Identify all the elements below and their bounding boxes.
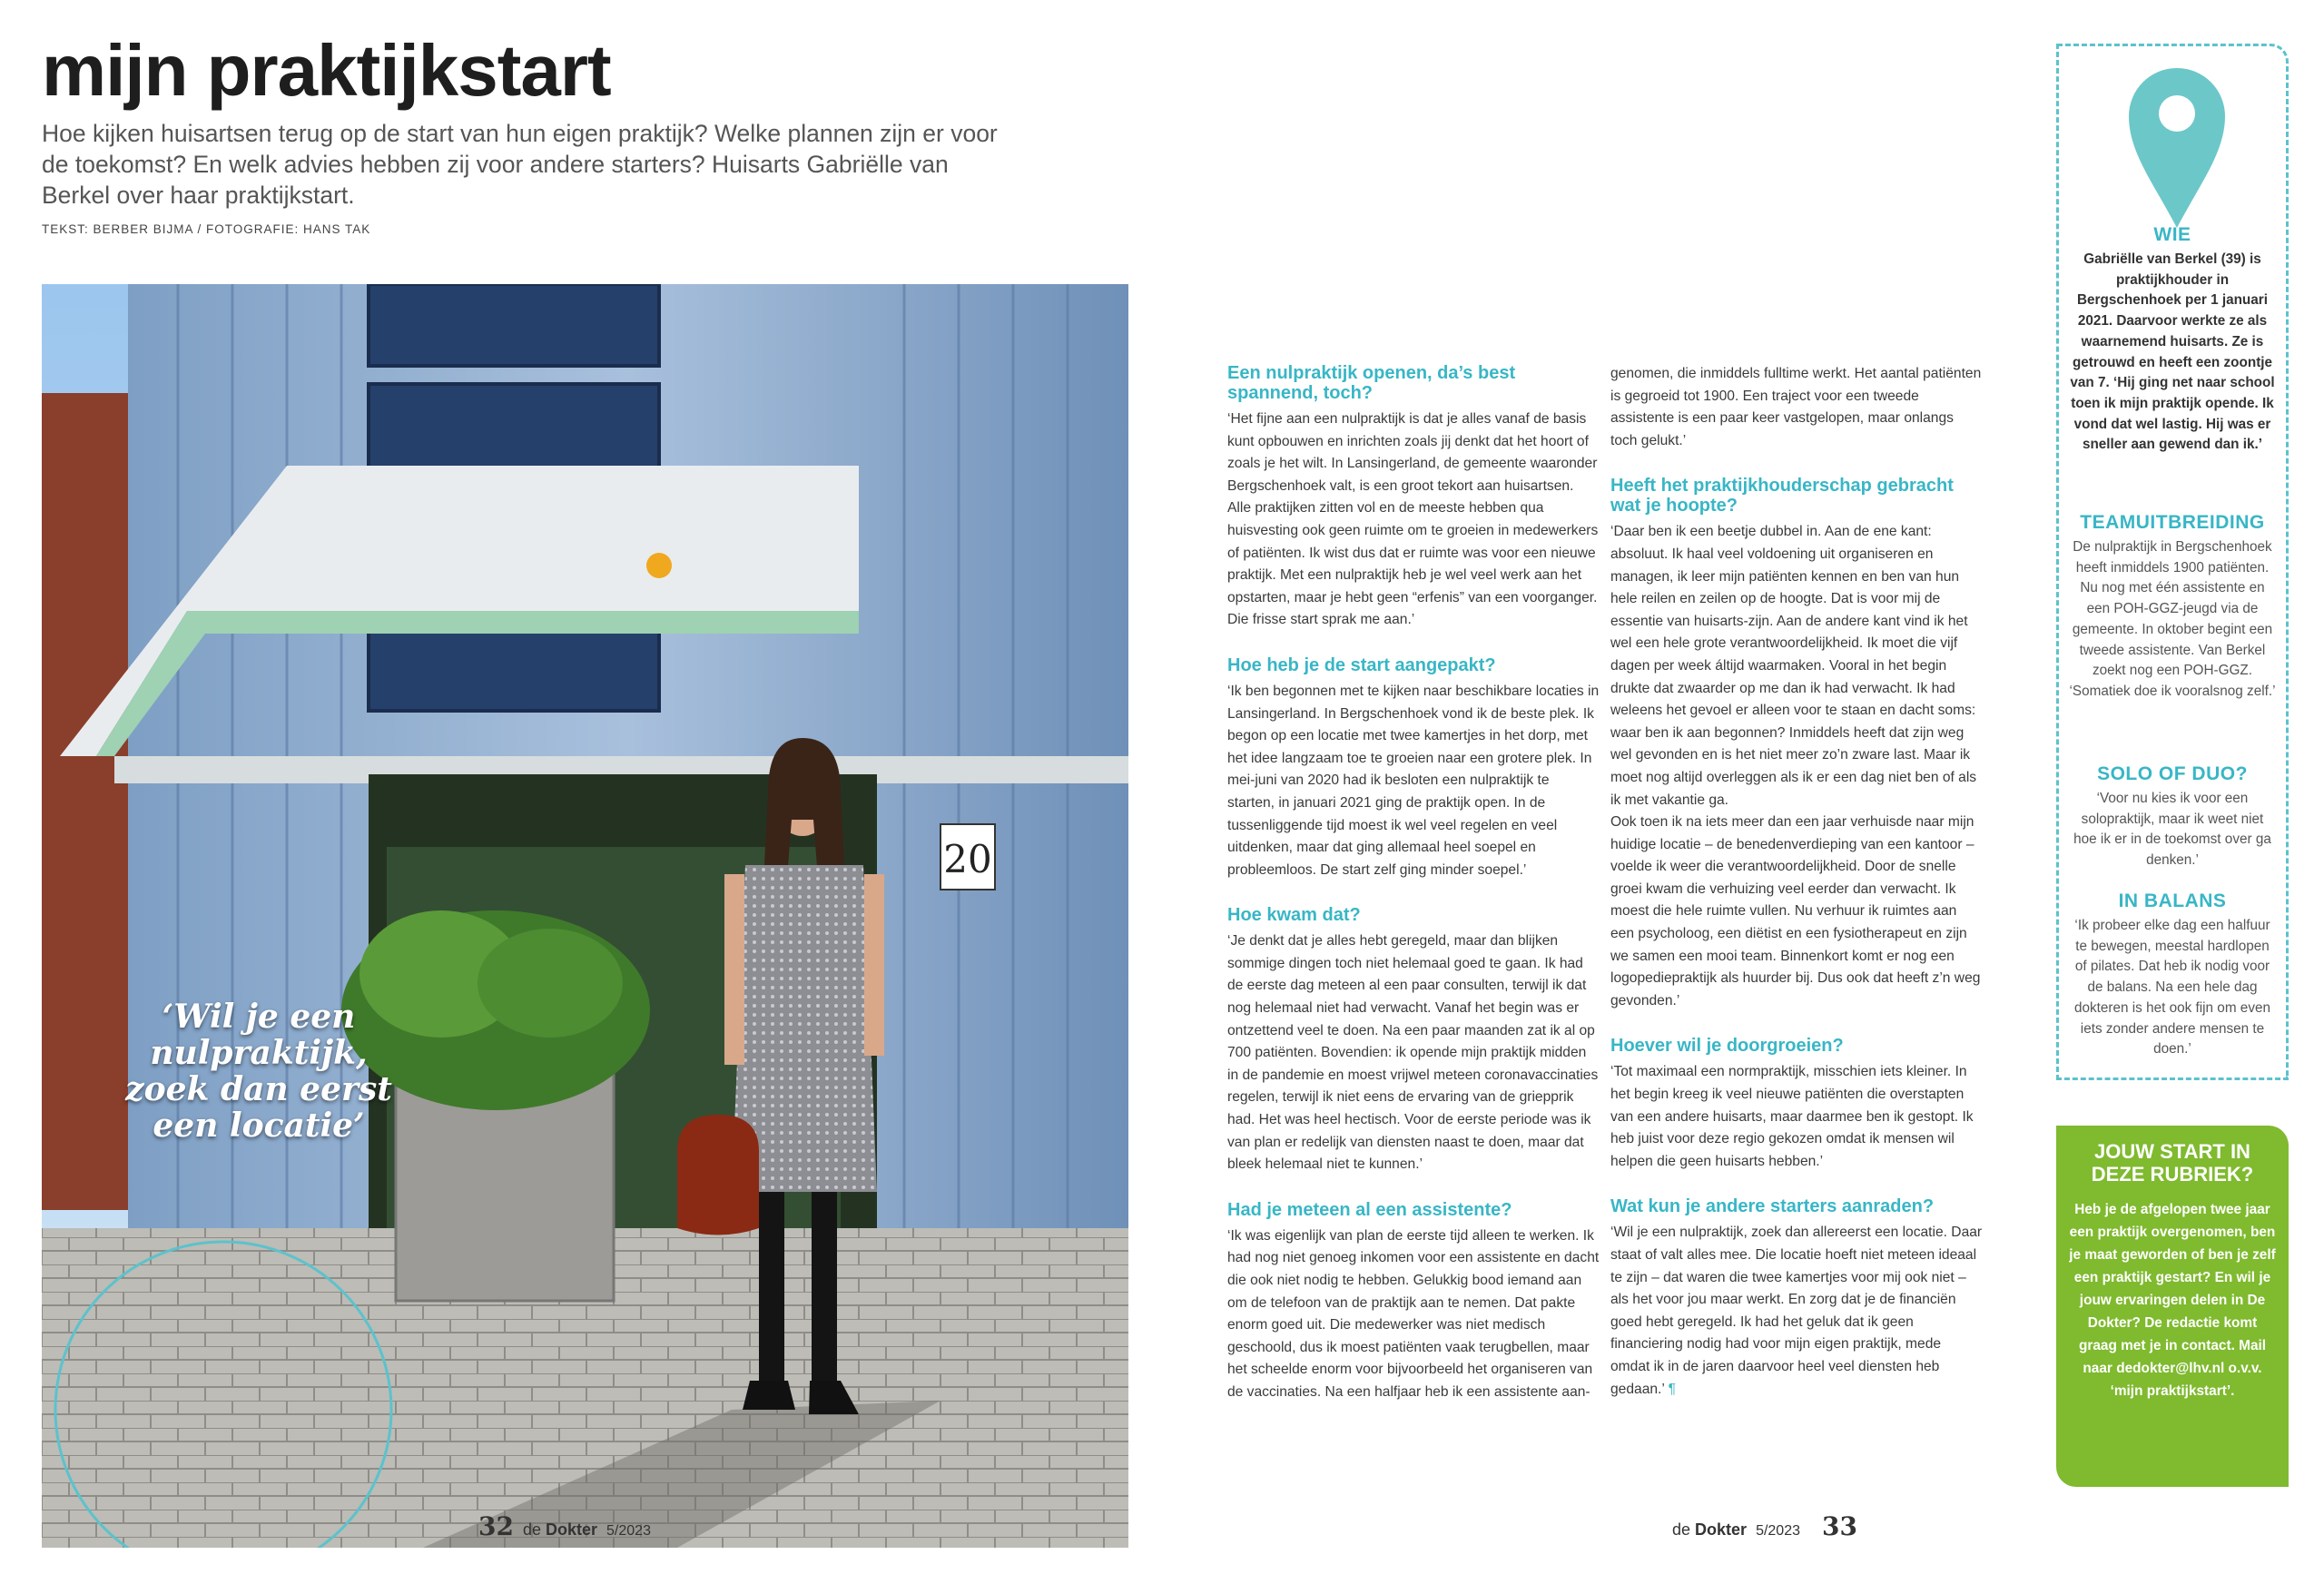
sidebar-heading: SOLO OF DUO? (2097, 763, 2248, 784)
question-heading: Had je meteen al een assistente? (1227, 1199, 1512, 1220)
page-number-left: 32 (478, 1511, 514, 1541)
sidebar-heading: TEAMUITBREIDING (2080, 512, 2265, 533)
sidebar-text: ‘Ik probeer elke dag een halfuur te bewegen, meestal hardlopen of pilates. Dat heb ik nodig voor de balans. Na een hele dag dokteren is het ook fijn om even iets zonder andere mensen te doen.’ (2074, 918, 2270, 1058)
sidebar-section-team (2068, 512, 2277, 703)
question-heading: Hoever wil je doorgroeien? (1610, 1036, 1844, 1057)
answer-paragraph: ‘Je denkt dat je alles hebt geregeld, maar dan blijken sommige dingen toch niet helemaal goed te gaan. Ik had de eerste dag meteen al een paar consulten, terwijl ik dat nog helemaal niet had verwacht. Vanaf het begin was er ontzettend veel te doen. Na een paar maanden zat ik al op 700 patiënten. Bovendien: ik opende mijn praktijk midden in de pandemie en moest vrijwel meteen coronavaccinaties regelen, terwijl ik niet eens de ervaring van de griepprik had. Het was heel hectisch. Voor de eerste periode was ik van plan er redelijk van diensten naast te doen, maar dat bleek helemaal niet te kunnen.’ (1227, 933, 1599, 1173)
intro-text: Hoe kijken huisartsen terug op de start van hun eigen praktijk? Welke plannen zijn er voor de toekomst? En welk advies hebben zij voor andere starters? Huisarts Gabriëlle van Berkel over haar praktijkstart. (42, 120, 998, 209)
answer-paragraph: Ook toen ik na iets meer dan een jaar verhuisde naar mijn huidige locatie – de benedenverdieping van een kantoor – voelde ik weer die verantwoordelijkheid. Door de snelle groei kwam die verhuizing veel eerder dan verwacht. Ik moest die hele ruimte vullen. Nu verhuur ik ruimtes aan een psycholoog, een diëtist en een fysiotherapeut en zijn we samen een mooi team. Binnenkort komt er nog een logopediepraktijk als huurder bij. Dus ook dat heeft z’n weg gevonden.’ (1610, 814, 1981, 1008)
sidebar-section-balans (2068, 890, 2277, 1060)
sidebar-section-wie (2068, 224, 2277, 456)
article-column-2 (1610, 363, 1983, 1424)
sidebar-section-solo (2068, 763, 2277, 871)
cta-text: Heb je de afgelopen twee jaar een praktijk overgenomen, ben je maat geworden of ben je zelf een praktijk gestart? En wil je jouw ervaringen delen in De Dokter? De redactie komt graag met je in contact. Mail naar dedokter@lhv.nl o.v.v. ‘mijn praktijkstart’. (2069, 1202, 2276, 1399)
answer-paragraph: genomen, die inmiddels fulltime werkt. Het aantal patiënten is gegroeid tot 1900. Een traject voor een tweede assistente is een paar keer vastgelopen, maar onlangs toch gelukt.’ (1610, 366, 1982, 448)
question-heading: Hoe heb je de start aangepakt? (1227, 654, 1496, 675)
answer-paragraph: ‘Ik ben begonnen met te kijken naar beschikbare locaties in Lansingerland. In Bergschenhoek vond ik de beste plek. Ik begon op een locatie met twee kamertjes in het dorp, met het idee langzaam toe te groeien naar een grotere plek. In mei-juni van 2020 had ik besloten een nulpraktijk te starten, in januari 2021 ging de praktijk open. In de tussenliggende tijd moest ik wel veel regelen en veel uitdenken, maar dat ging allemaal heel soepel en probleemloos. De start zelf ging minder soepel.’ (1227, 683, 1600, 878)
answer-paragraph: ‘Ik was eigenlijk van plan de eerste tijd alleen te werken. Ik had nog niet genoeg inkomen voor een assistente en dacht die ook niet nodig te hebben. Gelukkig bood iemand aan om de telefoon van de praktijk aan te nemen. Dat pakte enorm goed uit. Die medewerker was niet medisch geschoold, dus ik moest patiënten vaak terugbellen, maar het scheelde enorm voor bijvoorbeeld het organiseren van de vaccinaties. Na een halfjaar heb ik een assistente aan- (1227, 1227, 1600, 1400)
mag-prefix: de (522, 1520, 541, 1539)
mag-prefix: de (1672, 1520, 1691, 1539)
footer-left (478, 1511, 651, 1541)
location-pin-icon (2127, 66, 2227, 230)
sidebar-heading: WIE (2153, 224, 2191, 245)
answer-paragraph: ‘Het fijne aan een nulpraktijk is dat je alles vanaf de basis kunt opbouwen en inrichten zoals jij denkt dat het hoort of zoals je het wilt. In Lansingerland, de gemeente waaronder Bergschenhoek valt, is een groot tekort aan huisartsen. Alle praktijken zitten vol en de meeste hebben qua huisvesting ook geen ruimte om te groeien in medewerkers of patiënten. Ik wist dus dat er ruimte was voor een nieuwe praktijk. Met een nulpraktijk heb je wel veel werk aan het opstarten, maar je hebt geen “erfenis” van een voorganger. Die frisse start sprak me aan.’ (1227, 411, 1599, 628)
footer-right (1672, 1511, 1857, 1541)
call-to-action-box (2056, 1126, 2289, 1487)
article-column-1 (1227, 363, 1600, 1428)
answer-text: ‘Wil je een nulpraktijk, zoek dan allereerst een locatie. Daar staat of valt alles mee. Die locatie hoeft niet meteen ideaal te zijn – dat waren die twee kamertjes voor mij ook niet – als het voor jou maar werkt. En zorg dat je de financiën goed hebt geregeld. Ik had het geluk dat ik geen financiering nodig had voor mijn eigen praktijk, mede omdat ik in de jaren daarvoor heel veel diensten heb gedaan.’ (1610, 1225, 1983, 1397)
issue-left: 5/2023 (606, 1523, 651, 1539)
pull-quote: ‘Wil je een nulpraktijk, zoek dan eerst een locatie’ (125, 998, 392, 1145)
info-sidebar (2056, 44, 2289, 1080)
sidebar-text: Gabriëlle van Berkel (39) is praktijkhouder in Bergschenhoek per 1 januari 2021. Daarvoor werkte ze als waarnemend huisarts. Ze is getrouwd en heeft een zoontje van 7. ‘Hij ging net naar school toen ik mijn praktijk opende. Ik vond dat wel lastig. Hij was er sneller aan gewend dan ik.’ (2070, 251, 2275, 453)
answer-paragraph: ‘Daar ben ik een beetje dubbel in. Aan de ene kant: absoluut. Ik haal veel voldoening uit organiseren en managen, ik leer mijn patiënten kennen en ben van hun hele reilen en zeilen op de hoogte. Dat is voor mij de essentie van huisarts-zijn. Aan de andere kant vind ik het wel een hele grote verantwoordelijkheid. Ik moet die vijf dagen per week áltijd waarmaken. Vooral in het begin drukte dat zwaarder op me dan ik had verwacht. Ik had weleens het gevoel er alleen voor te staan en dacht soms: waar ben ik aan begonnen? Inmiddels heeft dat zijn weg wel gevonden en is het niet meer zo’n zware last. Maar ik moet nog altijd overleggen als ik er een dag niet ben of als ik met vakantie ga. (1610, 524, 1977, 808)
cta-title: JOUW START IN DEZE RUBRIEK? (2091, 1140, 2254, 1186)
photo-illustration (42, 284, 1128, 1548)
question-heading: Een nulpraktijk openen, da’s best spannend, toch? (1227, 363, 1516, 403)
mag-name: Dokter (1695, 1520, 1748, 1539)
mag-name: Dokter (546, 1520, 598, 1539)
answer-paragraph: ‘Tot maximaal een normpraktijk, misschien iets kleiner. In het begin kreeg ik veel nieuwe patiënten die overstapten van een andere huisarts, maar daarmee ben ik gestopt. Ik heb juist voor deze regio gekozen omdat ik mensen wil helpen die geen huisarts hebben.’ (1610, 1064, 1974, 1169)
question-heading: Heeft het praktijkhouderschap gebracht wat je hoopte? (1610, 476, 1954, 517)
issue-right: 5/2023 (1756, 1523, 1800, 1539)
question-heading: Wat kun je andere starters aanraden? (1610, 1196, 1935, 1217)
magazine-name-left (523, 1520, 597, 1540)
page-title: mijn praktijkstart (42, 30, 611, 111)
portrait-photo (42, 284, 1128, 1548)
answer-paragraph (1610, 1222, 1983, 1401)
page-number-right: 33 (1822, 1511, 1857, 1541)
credits: TEKST: BERBER BIJMA / FOTOGRAFIE: HANS TAK (42, 222, 371, 236)
question-heading: Hoe kwam dat? (1227, 905, 1361, 926)
end-mark: ¶ (1668, 1381, 1676, 1397)
house-number: 20 (943, 837, 992, 881)
magazine-name-right (1672, 1520, 1747, 1540)
sidebar-text: ‘Voor nu kies ik voor een solopraktijk, maar ik weet niet hoe ik er in de toekomst over ga denken.’ (2073, 791, 2271, 869)
sidebar-heading: IN BALANS (2118, 890, 2227, 911)
sidebar-text: De nulpraktijk in Bergschenhoek heeft inmiddels 1900 patiënten. Nu nog met één assistente en een POH-GGZ-jeugd via de gemeente. In oktober begint een tweede assistente. Van Berkel zoekt nog een POH-GGZ. ‘Somatiek doe ik vooralsnog zelf.’ (2069, 539, 2276, 699)
